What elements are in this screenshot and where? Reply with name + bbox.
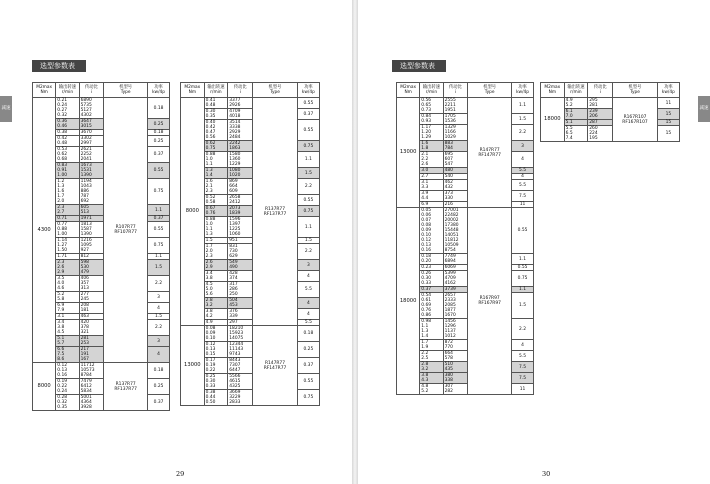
speed-cell: 0.08 0.09 0.10: [204, 326, 228, 342]
speed-cell: 0.77 0.88 1.00: [56, 222, 79, 238]
page-right: [358, 0, 710, 484]
ratio-cell: 3514 3338 2929 2484: [228, 120, 253, 141]
speed-cell: 3.8 4.3: [420, 373, 443, 384]
ratio-cell: 831 730 629: [228, 244, 253, 260]
header-torque: M2max Nm: [181, 83, 205, 98]
power-cell: 0.75: [148, 179, 170, 205]
header-type: 机型号 Type: [613, 83, 657, 98]
power-cell: 1.1: [148, 254, 170, 260]
header-power: 功率 kw/4p: [297, 83, 319, 98]
speed-cell: 0.53 0.62 0.68: [56, 147, 79, 163]
power-cell: 0.55: [297, 195, 319, 206]
header-power: 功率 kw/4p: [657, 83, 679, 98]
ratio-cell: 7479 6412 5834: [79, 379, 104, 395]
power-cell: 1.5: [297, 238, 319, 244]
header-speed: 输出转速 r/min: [56, 83, 79, 98]
speed-cell: 3.1: [56, 314, 79, 320]
power-cell: 5.5: [297, 320, 319, 326]
ratio-cell: 549 490: [228, 260, 253, 271]
power-cell: 0.55: [297, 98, 319, 109]
table-row: [397, 98, 534, 114]
speed-cell: 2.1 2.2 2.6: [420, 152, 443, 168]
header-ratio: 传动比 i: [588, 83, 613, 98]
speed-cell: 0.42 0.48: [56, 136, 79, 147]
torque-cell: 13000: [397, 98, 420, 208]
power-cell: 1.1: [512, 254, 534, 265]
table-row: [397, 208, 534, 254]
speed-cell: 0.83 0.91 1.00: [56, 163, 79, 179]
table-row: [181, 98, 320, 109]
ratio-cell: 1813 1587 1390: [79, 222, 104, 238]
speed-cell: 6.9 7.9: [56, 303, 79, 314]
power-cell: 11: [512, 202, 534, 208]
power-cell: 0.55: [148, 222, 170, 238]
power-cell: 1.5: [148, 314, 170, 320]
ratio-cell: 12344 11143 9743: [228, 342, 253, 358]
ratio-cell: 2073 1839: [228, 206, 253, 217]
power-cell: 4: [297, 309, 319, 320]
power-cell: 15: [657, 126, 679, 142]
ratio-cell: 1456 1296 1137 1012: [443, 319, 468, 340]
power-cell: 1.1: [297, 217, 319, 238]
ratio-cell: 3669 3229 2833: [228, 390, 253, 406]
ratio-cell: 380 338: [443, 373, 468, 384]
header-ratio: 传动比 i: [228, 83, 253, 98]
ratio-cell: 373 330: [443, 191, 468, 202]
ratio-cell: 1596 1397 1225 1060: [228, 217, 253, 238]
power-cell: 4: [512, 152, 534, 168]
ratio-cell: 4709 4018: [228, 109, 253, 120]
ratio-cell: 463: [79, 314, 104, 320]
ratio-cell: 307 282: [443, 384, 468, 395]
spec-table-2: [180, 82, 320, 406]
power-cell: 0.75: [148, 238, 170, 254]
ratio-cell: 281 253: [79, 336, 104, 347]
speed-cell: 4.9 5.2: [564, 98, 588, 109]
power-cell: 0.25: [148, 136, 170, 147]
speed-cell: 0.98 1.1 1.3 1.4: [420, 319, 443, 340]
speed-cell: 0.52 0.58: [204, 195, 228, 206]
power-cell: 2.2: [148, 320, 170, 336]
header-ratio: 传动比 i: [79, 83, 104, 98]
ratio-cell: 27001 22482 20002 17380 15448 14051 11812 10509 8754: [443, 208, 468, 254]
header-speed: 输出转速 r/min: [204, 83, 228, 98]
speed-cell: 5.5 6.5 7.4: [564, 126, 588, 142]
power-cell: 0.55: [297, 374, 319, 390]
table-row: [33, 363, 170, 379]
speed-cell: 2.8 3.2: [204, 298, 228, 309]
speed-cell: 6.6 7.5 8.6: [56, 347, 79, 363]
header-torque: M2max Nm: [33, 83, 56, 98]
ratio-cell: 217 191 167: [79, 347, 104, 363]
header-power: 功率 kw/4p: [512, 83, 534, 98]
speed-cell: 2.2 2.5: [420, 351, 443, 362]
power-cell: 1.1: [512, 287, 534, 293]
power-cell: 3: [297, 260, 319, 271]
speed-cell: 3.0: [420, 168, 443, 174]
speed-cell: 0.41 0.48: [204, 98, 228, 109]
power-cell: 1.1: [148, 205, 170, 216]
ratio-cell: 504 453: [228, 298, 253, 309]
power-cell: 0.55: [512, 265, 534, 271]
ratio-cell: 869 664 609: [228, 179, 253, 195]
header-type: 机型号 Type: [468, 83, 512, 98]
table-row: [181, 326, 320, 342]
torque-cell: 18000: [397, 208, 420, 395]
ratio-cell: 5001 4364 3928: [79, 395, 104, 411]
speed-cell: 0.88 1.0 1.1 1.3: [204, 217, 228, 238]
speed-cell: 1.14 1.27 1.50: [56, 238, 79, 254]
power-cell: 1.5: [148, 260, 170, 276]
ratio-cell: 11712 10573 8784: [79, 363, 104, 379]
torque-cell: 8000: [181, 98, 205, 326]
page-number: 30: [542, 470, 551, 478]
ratio-cell: 2657 2333 2085 1877 1670: [443, 293, 468, 319]
speed-cell: 0.62 0.75: [204, 141, 228, 152]
ratio-cell: 2242 1863: [228, 141, 253, 152]
speed-cell: 5.1: [564, 120, 588, 126]
ratio-cell: 297: [228, 320, 253, 326]
power-cell: 2.2: [297, 244, 319, 260]
power-cell: 1.1: [512, 98, 534, 114]
speed-cell: 2.3 2.7: [56, 205, 79, 216]
speed-cell: 3.1 3.3: [420, 180, 443, 191]
page-left: [0, 0, 352, 484]
power-cell: 0.18: [297, 326, 319, 342]
power-cell: 1.1: [297, 152, 319, 168]
speed-cell: 2.3 2.6 2.9: [56, 260, 79, 276]
speed-cell: 1.17 1.20 1.29: [420, 125, 443, 141]
speed-cell: 6.1 7.0: [564, 109, 588, 120]
power-cell: 7.5: [512, 191, 534, 202]
speed-cell: 3.9 4.4: [420, 191, 443, 202]
power-cell: 0.75: [297, 206, 319, 217]
ratio-cell: 480: [443, 168, 468, 174]
ratio-cell: 5566 4615 4325: [228, 374, 253, 390]
ratio-cell: 2621 2252 2041: [79, 147, 104, 163]
ratio-cell: 7749 6894: [443, 254, 468, 265]
section-title: 选型参数表: [392, 60, 446, 72]
speed-cell: 0.40 0.42 0.47 0.56: [204, 120, 228, 141]
header-power: 功率 kw/4p: [148, 83, 170, 98]
speed-cell: 2.8 3.2: [420, 362, 443, 373]
power-cell: 2.2: [512, 319, 534, 340]
power-cell: 0.55: [512, 208, 534, 254]
speed-cell: 0.84 0.93: [420, 114, 443, 125]
speed-cell: 0.19 0.22 0.24: [56, 379, 79, 395]
header-type: 机型号 Type: [253, 83, 297, 98]
power-cell: 0.37: [297, 109, 319, 120]
header-speed: 输出转速 r/min: [564, 83, 588, 98]
speed-cell: 0.54 0.61 0.69 0.76 0.86: [420, 293, 443, 319]
ratio-cell: 883 784: [443, 141, 468, 152]
power-cell: 0.75: [297, 390, 319, 406]
speed-cell: 0.12 0.13 0.15: [204, 342, 228, 358]
power-cell: 2.2: [148, 276, 170, 292]
page-number: 29: [176, 470, 185, 478]
power-cell: 5.5: [512, 351, 534, 362]
speed-cell: 0.71: [56, 216, 79, 222]
ratio-cell: 2658 2412: [228, 195, 253, 206]
speed-cell: 3.5 4.0 4.6: [56, 276, 79, 292]
power-cell: 0.18: [148, 130, 170, 136]
header-type: 机型号 Type: [104, 83, 148, 98]
ratio-cell: 5399 4709 4162: [443, 271, 468, 287]
speed-cell: 1.71: [56, 254, 79, 260]
ratio-cell: 3377 2926: [228, 98, 253, 109]
speed-cell: 0.38 0.44 0.50: [204, 390, 228, 406]
ratio-cell: 2555 2211 1951: [443, 98, 468, 114]
power-cell: 0.37: [297, 358, 319, 374]
type-cell: R137R77 RF137R77: [104, 363, 148, 411]
ratio-cell: 6890 5735 5127 4302: [79, 98, 104, 119]
header-ratio: 传动比 i: [443, 83, 468, 98]
type-cell: R147R77 RF147R77: [253, 326, 297, 406]
ratio-cell: 951: [228, 238, 253, 244]
speed-cell: 4.5 5.0 5.6: [204, 282, 228, 298]
speed-cell: 0.26 0.30 0.33: [420, 271, 443, 287]
ratio-cell: 1580 1360 1229: [228, 152, 253, 168]
side-tab: 减速机: [0, 96, 12, 122]
power-cell: 1.5: [512, 114, 534, 125]
power-cell: 11: [512, 384, 534, 395]
power-cell: 1.5: [297, 168, 319, 179]
power-cell: 3: [148, 292, 170, 303]
power-cell: 11: [657, 98, 679, 109]
spec-table-1: [32, 82, 170, 411]
ratio-cell: 1194 1043 886 787 692: [79, 179, 104, 205]
spec-table-4: [540, 82, 680, 142]
power-cell: 5.5: [297, 282, 319, 298]
ratio-cell: 208 181: [79, 303, 104, 314]
power-cell: 0.75: [512, 271, 534, 287]
power-cell: 0.55: [297, 120, 319, 141]
speed-cell: 0.37: [420, 287, 443, 293]
speed-cell: 1.7 1.9: [420, 340, 443, 351]
side-tab: 减速机: [698, 96, 710, 122]
power-cell: 15: [657, 120, 679, 126]
ratio-cell: 406 357 313: [79, 276, 104, 292]
power-cell: 4: [512, 174, 534, 180]
ratio-cell: 295 281: [588, 98, 613, 109]
speed-cell: 0.67 0.76: [204, 206, 228, 217]
power-cell: 3: [512, 141, 534, 152]
speed-cell: 1.3 1.4: [204, 168, 228, 179]
power-cell: 5.5: [512, 180, 534, 191]
speed-cell: 1.7 2.0 2.3: [204, 244, 228, 260]
table-row: [541, 98, 680, 109]
ratio-cell: 540: [443, 174, 468, 180]
power-cell: 1.5: [512, 293, 534, 319]
ratio-cell: 3302 2997: [79, 136, 104, 147]
ratio-cell: 1329 1166 1029: [443, 125, 468, 141]
speed-cell: 0.88 1.0 1.1: [204, 152, 228, 168]
ratio-cell: 510 435: [443, 362, 468, 373]
ratio-cell: 8443 7307 6447: [228, 358, 253, 374]
speed-cell: 5.2 5.8: [56, 292, 79, 303]
ratio-cell: 6069: [443, 265, 468, 271]
ratio-cell: 1971: [79, 216, 104, 222]
type-cell: R147R77 RF147R77: [468, 98, 512, 208]
ratio-cell: 376 339: [228, 309, 253, 320]
speed-cell: 1.6 1.8: [420, 141, 443, 152]
power-cell: 2.2: [297, 179, 319, 195]
power-cell: 15: [657, 109, 679, 120]
power-cell: 2.2: [512, 125, 534, 141]
power-cell: 0.37: [148, 395, 170, 411]
spec-table-3: [396, 82, 534, 395]
speed-cell: 4.8 5.2: [420, 384, 443, 395]
ratio-cell: 260 224 195: [588, 126, 613, 142]
speed-cell: 1.6 2.1 2.3: [204, 179, 228, 195]
ratio-cell: 1080 1020: [228, 168, 253, 179]
speed-cell: 0.05 0.06 0.07 0.08 0.09 0.10 0.12 0.13 0.16: [420, 208, 443, 254]
torque-cell: 4300: [33, 98, 56, 363]
power-cell: 4: [512, 340, 534, 351]
power-cell: 0.25: [297, 342, 319, 358]
speed-cell: 2.6 2.9: [204, 260, 228, 271]
ratio-cell: 1673 1531 1390: [79, 163, 104, 179]
torque-cell: 18000: [541, 98, 565, 142]
speed-cell: 0.23: [420, 265, 443, 271]
ratio-cell: 872 770: [443, 340, 468, 351]
power-cell: 0.18: [148, 98, 170, 119]
power-cell: 0.25: [148, 379, 170, 395]
power-cell: 0.55: [148, 163, 170, 179]
type-cell: R167R97 RF167R97: [468, 208, 512, 395]
type-cell: R167R107 RF167R107: [613, 98, 657, 142]
speed-cell: 4.9: [204, 320, 228, 326]
speed-cell: 0.25 0.30 0.33: [204, 374, 228, 390]
speed-cell: 0.12 0.13 0.16: [56, 363, 79, 379]
ratio-cell: 3739: [443, 287, 468, 293]
power-cell: 0.18: [148, 363, 170, 379]
ratio-cell: 428 374: [228, 271, 253, 282]
ratio-cell: 605 513: [79, 205, 104, 216]
ratio-cell: 18210 15923 14075: [228, 326, 253, 342]
speed-cell: 0.17 0.19 0.22: [204, 358, 228, 374]
speed-cell: 1.2 1.3 1.6 1.7 2.0: [56, 179, 79, 205]
torque-cell: 13000: [181, 326, 205, 406]
speed-cell: 3.4 3.8: [204, 271, 228, 282]
header-torque: M2max Nm: [541, 83, 565, 98]
power-cell: 0.75: [297, 141, 319, 152]
power-cell: 0.37: [148, 216, 170, 222]
power-cell: 4: [297, 271, 319, 282]
table-row: [33, 98, 170, 119]
speed-cell: 1.5: [204, 238, 228, 244]
ratio-cell: 3647 3015: [79, 119, 104, 130]
type-cell: R107R77 RF107R77: [104, 98, 148, 363]
speed-cell: 0.36 0.46: [56, 119, 79, 130]
header-speed: 输出转速 r/min: [420, 83, 443, 98]
power-cell: 0.25: [148, 119, 170, 130]
power-cell: 0.37: [148, 147, 170, 163]
header-torque: M2max Nm: [397, 83, 420, 98]
power-cell: 4: [297, 298, 319, 309]
ratio-cell: 317 286 250: [228, 282, 253, 298]
ratio-cell: 695 607 547: [443, 152, 468, 168]
power-cell: 4: [148, 347, 170, 363]
ratio-cell: 1216 1095 927: [79, 238, 104, 254]
ratio-cell: 1705 1536: [443, 114, 468, 125]
speed-cell: 3.4 3.8 4.5: [56, 320, 79, 336]
speed-cell: 0.38: [56, 130, 79, 136]
speed-cell: 0.28 0.32 0.35: [56, 395, 79, 411]
ratio-cell: 420 378 321: [79, 320, 104, 336]
speed-cell: 0.30 0.35: [204, 109, 228, 120]
ratio-cell: 287: [588, 120, 613, 126]
speed-cell: 0.56 0.65 0.73: [420, 98, 443, 114]
ratio-cell: 239 206: [588, 109, 613, 120]
speed-cell: 3.8 4.2: [204, 309, 228, 320]
ratio-cell: 216: [443, 202, 468, 208]
power-cell: 7.5: [512, 373, 534, 384]
section-title: 选型参数表: [32, 60, 86, 72]
type-cell: R137R77 RF137R77: [253, 98, 297, 326]
ratio-cell: 812: [79, 254, 104, 260]
speed-cell: 0.21 0.24 0.27 0.32: [56, 98, 79, 119]
power-cell: 3: [148, 336, 170, 347]
torque-cell: 8000: [33, 363, 56, 411]
ratio-cell: 598 530 479: [79, 260, 104, 276]
speed-cell: 5.1 5.7: [56, 336, 79, 347]
power-cell: 5.5: [512, 168, 534, 174]
power-cell: 7.5: [512, 362, 534, 373]
ratio-cell: 3670: [79, 130, 104, 136]
speed-cell: 6.9: [420, 202, 443, 208]
speed-cell: 0.18 0.20: [420, 254, 443, 265]
power-cell: 4: [148, 303, 170, 314]
ratio-cell: 462 432: [443, 180, 468, 191]
speed-cell: 2.7: [420, 174, 443, 180]
ratio-cell: 277 245: [79, 292, 104, 303]
ratio-cell: 664 578: [443, 351, 468, 362]
